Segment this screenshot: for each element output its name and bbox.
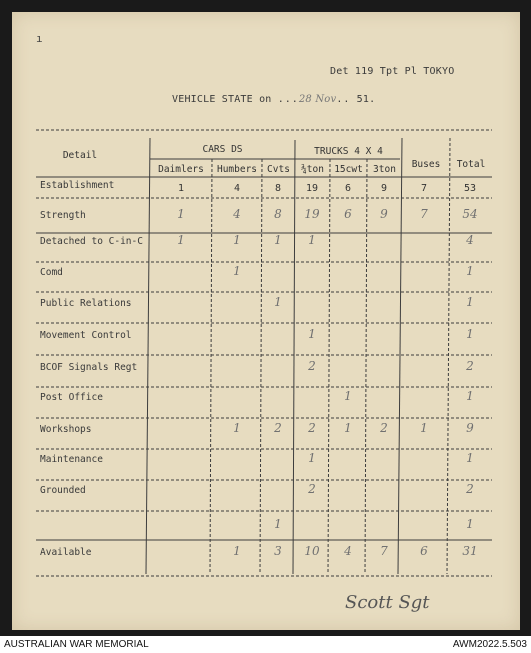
title-dots: ... <box>277 94 299 105</box>
table-cell: 1 <box>466 451 474 465</box>
table-cell: 8 <box>274 207 282 221</box>
table-cell: 2 <box>380 421 388 435</box>
table-cell: 1 <box>233 264 241 278</box>
table-cell: 2 <box>308 482 316 496</box>
title-date: 28 Nov <box>298 94 337 105</box>
col-15cwt: 15cwt <box>334 164 363 175</box>
unit-designation: Det 119 Tpt Pl TOKYO <box>330 66 455 77</box>
col-humbers: Humbers <box>216 164 258 175</box>
table-cell: 1 <box>177 207 185 221</box>
row-label: Public Relations <box>40 298 132 309</box>
footer-accession-number: AWM2022.5.503 <box>452 639 527 650</box>
row-label: Movement Control <box>40 330 132 341</box>
table-cell: 1 <box>308 327 316 341</box>
table-cell: 1 <box>274 517 282 531</box>
establishment-cell: 4 <box>233 183 241 194</box>
table-cell: 54 <box>462 207 478 221</box>
detail-header: Detail <box>62 150 98 161</box>
establishment-cell: 8 <box>274 183 282 194</box>
row-label: Workshops <box>40 424 92 435</box>
table-cell: 1 <box>233 421 241 435</box>
table-cell: 1 <box>308 451 316 465</box>
table-cell: 9 <box>380 207 388 221</box>
row-label: BCOF Signals Regt <box>40 362 138 373</box>
footer-institution: AUSTRALIAN WAR MEMORIAL <box>4 639 149 650</box>
title-dots-2: .. <box>336 94 351 105</box>
table-cell: 1 <box>274 233 282 247</box>
table-cell: 2 <box>308 359 316 373</box>
table-cell: 1 <box>466 389 474 403</box>
table-cell: 1 <box>233 544 241 558</box>
row-label: Maintenance <box>40 454 103 465</box>
table-cell: 10 <box>304 544 320 558</box>
total-header: Total <box>456 159 486 170</box>
col-3ton: 3ton <box>373 164 396 175</box>
table-cell: 1 <box>233 233 241 247</box>
table-cell: 4 <box>233 207 241 221</box>
buses-header: Buses <box>411 159 441 170</box>
row-label: Detached to C-in-C <box>40 236 143 247</box>
col-daimlers: Daimlers <box>158 164 204 175</box>
trucks-group-header: TRUCKS 4 X 4 <box>314 146 383 157</box>
establishment-cell: 19 <box>305 183 319 194</box>
title-prefix: VEHICLE STATE on <box>172 94 272 105</box>
table-cell: 1 <box>177 233 185 247</box>
establishment-cell: 1 <box>177 183 185 194</box>
table-cell: 6 <box>420 544 428 558</box>
table-cell: 1 <box>308 233 316 247</box>
table-cell: 1 <box>466 264 474 278</box>
col-cvts: Cvts <box>267 164 290 175</box>
col-3-4-ton: ¾ton <box>301 164 324 175</box>
title-year: 51. <box>356 94 376 105</box>
footer-bar <box>0 636 531 653</box>
table-cell: 9 <box>466 421 474 435</box>
establishment-cell: 7 <box>420 183 428 194</box>
table-cell: 1 <box>466 327 474 341</box>
table-cell: 1 <box>344 421 352 435</box>
table-cell: 1 <box>466 295 474 309</box>
table-cell: 7 <box>420 207 428 221</box>
table-cell: 6 <box>344 207 352 221</box>
row-label: Post Office <box>40 392 103 403</box>
row-label: Available <box>40 547 92 558</box>
establishment-cell: 6 <box>344 183 352 194</box>
row-label-establishment: Establishment <box>40 180 115 191</box>
table-cell: 1 <box>274 295 282 309</box>
table-cell: 2 <box>308 421 316 435</box>
signature: Scott Sgt <box>345 592 430 613</box>
table-cell: 2 <box>466 359 474 373</box>
table-cell: 7 <box>380 544 388 558</box>
table-cell: 2 <box>466 482 474 496</box>
table-cell: 3 <box>274 544 282 558</box>
table-cell: 1 <box>420 421 428 435</box>
table-cell: 31 <box>462 544 478 558</box>
row-label: Strength <box>40 210 86 221</box>
table-cell: 2 <box>274 421 282 435</box>
table-cell: 1 <box>466 517 474 531</box>
establishment-cell: 53 <box>463 183 477 194</box>
table-cell: 4 <box>466 233 474 247</box>
table-cell: 4 <box>344 544 352 558</box>
establishment-cell: 9 <box>380 183 388 194</box>
row-label: Grounded <box>40 485 86 496</box>
row-label: Comd <box>40 267 63 278</box>
table-cell: 1 <box>344 389 352 403</box>
table-cell: 19 <box>304 207 320 221</box>
cars-group-header: CARS DS <box>202 144 243 155</box>
corner-mark: ı <box>36 32 43 45</box>
